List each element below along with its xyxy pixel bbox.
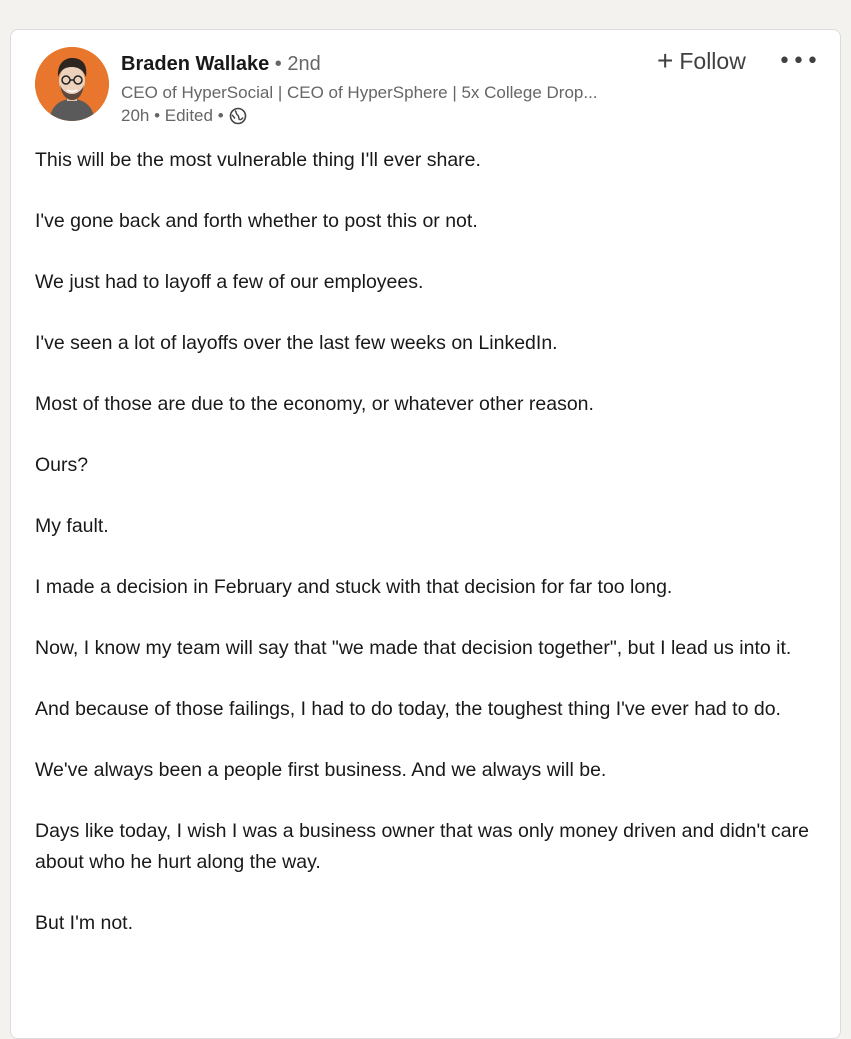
post-paragraph: We just had to layoff a few of our employees.	[35, 271, 424, 293]
follow-label: Follow	[679, 47, 746, 74]
post-paragraph: I've seen a lot of layoffs over the last few weeks on LinkedIn.	[35, 332, 558, 354]
post-body	[35, 145, 820, 969]
plus-icon: +	[657, 45, 674, 76]
ellipsis-icon: •••	[778, 48, 820, 74]
post-paragraph: And because of those failings, I had to do today, the toughest thing I've ever had to do.	[35, 698, 781, 720]
author-name[interactable]: Braden Wallake	[121, 53, 270, 75]
globe-icon	[229, 107, 247, 125]
post-paragraph: Days like today, I wish I was a business owner that was only money driven and didn't care about who he hurt along the way.	[35, 820, 809, 873]
post-paragraph: Ours?	[35, 454, 89, 476]
post-card	[10, 29, 841, 1039]
post-meta	[121, 105, 247, 127]
post-paragraph: I've gone back and forth whether to post this or not.	[35, 210, 478, 232]
post-paragraph: Now, I know my team will say that "we made that decision together", but I lead us into it.	[35, 637, 792, 659]
profile-photo-icon	[35, 47, 109, 121]
author-name-row	[121, 52, 321, 76]
follow-button[interactable]	[649, 44, 754, 78]
more-options-button[interactable]	[777, 44, 821, 78]
author-headline: CEO of HyperSocial | CEO of HyperSphere | 5x College Drop...	[121, 83, 598, 102]
post-timestamp: 20h • Edited •	[121, 106, 224, 125]
post-paragraph: This will be the most vulnerable thing I'll ever share.	[35, 149, 481, 171]
post-paragraph: My fault.	[35, 515, 109, 537]
connection-degree: • 2nd	[274, 53, 321, 75]
post-paragraph: But I'm not.	[35, 911, 134, 934]
post-paragraph: We've always been a people first business. And we always will be.	[35, 759, 607, 781]
post-paragraph: I made a decision in February and stuck with that decision for far too long.	[35, 576, 673, 598]
author-avatar[interactable]	[35, 47, 109, 121]
post-paragraph: Most of those are due to the economy, or whatever other reason.	[35, 393, 594, 415]
